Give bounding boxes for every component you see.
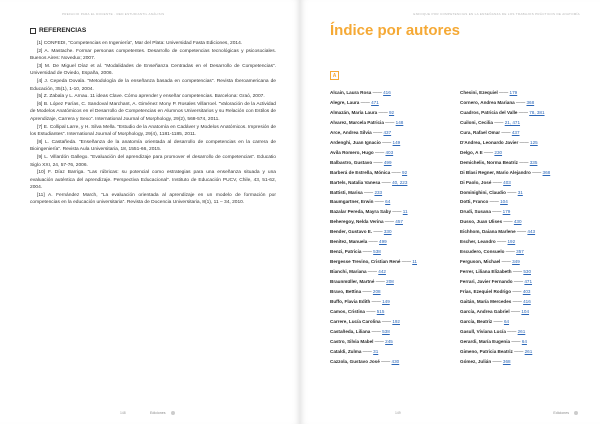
page-link[interactable]: 349: [512, 259, 520, 265]
author-name: Carrere, Lucía Carolina: [330, 318, 381, 324]
references-heading: [30, 27, 86, 34]
author-name: Cura, Rafael Omar: [460, 129, 501, 135]
page-link[interactable]: 368: [502, 358, 511, 364]
author-name: Ferrari, Javier Fernando: [460, 279, 513, 285]
entry-dash: ——: [379, 358, 392, 364]
page-link[interactable]: 437: [511, 129, 520, 135]
reference-item: [7] E. Collipal Larre, y H. Silva Mella. “Estudio de la Anatomía en Cadáver y Modelos Anatómicos. Impresión de los Estudiantes”. International Journal of Morphology, 29(4), 1181-1185, 2011.: [30, 124, 276, 138]
index-entry: [460, 197, 585, 207]
entry-dash: ——: [380, 139, 393, 145]
entry-dash: ——: [377, 109, 389, 115]
author-name: Alcain, Laura Rosa: [330, 90, 372, 95]
author-name: Ferrer, Liliana Elizabeth: [460, 269, 512, 275]
index-entry: [330, 297, 455, 307]
index-entry: [460, 98, 585, 108]
index-entry: [330, 277, 455, 287]
index-entry: [460, 118, 585, 128]
entry-dash: ——: [366, 269, 379, 275]
page-link[interactable]: 357: [516, 249, 524, 255]
index-entry: [460, 207, 585, 217]
page-link[interactable]: 64: [503, 318, 510, 324]
author-name: Ferguson, Michael: [460, 259, 501, 265]
entry-dash: ——: [371, 129, 384, 135]
index-entry: [460, 88, 585, 98]
index-entry: [460, 178, 585, 188]
author-name: D'Andrea, Leonardo Javier: [460, 139, 519, 145]
right-page: [300, 0, 600, 424]
page-link[interactable]: 471: [371, 99, 379, 105]
entry-dash: ——: [374, 279, 387, 285]
index-entry: [330, 197, 455, 207]
author-name: Gómez, Julián: [460, 358, 492, 364]
entry-dash: ——: [505, 189, 518, 195]
author-name: Buffo, Flavia Edith: [330, 299, 371, 305]
page-link[interactable]: 64: [385, 199, 391, 205]
author-name: Baumgartner, Erwin: [330, 199, 374, 205]
entry-dash: ——: [511, 269, 524, 275]
entry-dash: ——: [359, 99, 372, 105]
index-entry: [330, 357, 455, 367]
reference-item: [2] A. Mastache. Formar personas competentes. Desarrollo de competencias tecnológicas y psicosociales. Buenos Aires: Novedux; 2007.: [30, 48, 276, 62]
index-entry: [330, 88, 455, 98]
index-entry: [330, 247, 455, 257]
author-name: Balbastro, Gustavo: [330, 159, 373, 165]
index-entry: [330, 327, 455, 337]
entry-dash: ——: [383, 119, 396, 125]
index-entry: [460, 148, 585, 158]
reference-item: [10] F. Díaz Barriga. “Las rúbricas: su potencial como estrategias para una enseñanza situada y una evaluación auténtica del aprendizaje. Perspectiva Educacional”. Instituto de Educación PUCV, Chile, 43, 51-62, 2004.: [30, 170, 276, 191]
index-entry: [460, 108, 585, 118]
author-name: Barberá de Estrella, Mónica: [330, 169, 391, 175]
index-entry: [460, 297, 585, 307]
right-running-head: ENFOQUE POR COMPETENCIAS EN LA ENSEÑANZA DE LOS TRABAJOS PRÁCTICOS DE ANATOMÍA: [413, 12, 580, 16]
page-link[interactable]: 192: [507, 239, 516, 245]
entry-dash: ——: [515, 229, 528, 235]
right-footer: [553, 411, 578, 415]
entry-dash: ——: [400, 259, 413, 265]
page-link[interactable]: 437: [383, 129, 392, 135]
page-link[interactable]: 430: [513, 219, 522, 225]
entry-dash: ——: [530, 169, 543, 175]
page-link[interactable]: 179: [509, 90, 518, 95]
index-entry: [330, 188, 455, 198]
index-entry: [460, 357, 585, 367]
author-name: Demichelis, Norma Beatriz: [460, 159, 518, 165]
entry-dash: ——: [500, 129, 512, 135]
left-running-head: PREFACIO PARA EL DOCENTE · RED ESTUDIANTIL ANÁLISIS: [62, 12, 165, 16]
index-entry: [460, 217, 585, 227]
page-link[interactable]: 403: [503, 179, 511, 185]
right-page-number: 149: [395, 411, 401, 415]
page-link[interactable]: 403: [385, 149, 394, 155]
left-page-number: 148: [120, 411, 126, 415]
entry-dash: ——: [488, 199, 501, 205]
entry-dash: ——: [500, 259, 513, 265]
author-name: Battisti, Marisa: [330, 189, 363, 195]
entry-dash: ——: [390, 169, 403, 175]
author-name: García, Andrea Gabriel: [460, 308, 510, 314]
index-entry: [460, 337, 585, 347]
page-link[interactable]: 21, 471: [504, 119, 521, 125]
index-entry: [330, 138, 455, 148]
reference-item: [5] Z. Zabala y L. Arnau. 11 ideas Clave. Cómo aprender y enseñar competencias. Barcelona: Graó, 2007.: [37, 94, 265, 100]
page-link[interactable]: 499: [379, 239, 387, 245]
page-link[interactable]: 530: [523, 269, 531, 275]
author-name: Cazzola, Gustavo José: [330, 358, 380, 364]
page-link[interactable]: 179: [502, 209, 511, 215]
page-link[interactable]: 233: [374, 189, 383, 195]
reference-item: [3] M. De Miguel Díaz et al. “Modalidades de Enseñanza Centradas en el Desarrollo de Competencias”. Universidad de Oviedo, España, 2006.: [30, 63, 276, 77]
author-name: Braunmüller, Martné: [330, 279, 375, 285]
page-link[interactable]: 442: [378, 269, 386, 275]
author-name: Dotti, Franco: [460, 199, 489, 205]
entry-dash: ——: [391, 209, 403, 215]
page-link[interactable]: 457: [395, 219, 403, 225]
entry-dash: ——: [482, 149, 495, 155]
page-link[interactable]: 261: [524, 348, 533, 354]
index-entry: [460, 227, 585, 237]
reference-item: [8] L. Castañeda. “Enseñanza de la anatomía orientada al desarrollo de competencias en la carrera de Bioingeniería”. Revista Aula Universitaria, 18, 1551-66, 2015.: [30, 139, 276, 153]
index-entry: [460, 158, 585, 168]
page-link[interactable]: 515: [376, 308, 385, 314]
page-link[interactable]: 148: [395, 119, 404, 125]
reference-item: [9] L. Villardón Gallego. “Evaluación del aprendizaje para promover el desarrollo de competencias”. Educatio Siglo XXI, 24, 57-76, 2006.: [30, 154, 276, 168]
index-entry: [460, 138, 585, 148]
author-name: Bergesse Trevino, Cristian René: [330, 259, 401, 265]
author-name: Dominighini, Claudio: [460, 189, 506, 195]
index-entry: [330, 317, 455, 327]
entry-dash: ——: [361, 348, 374, 354]
page-link[interactable]: 330: [383, 229, 392, 235]
index-entry: [330, 267, 455, 277]
page-link[interactable]: 208: [372, 289, 381, 295]
entry-dash: ——: [372, 159, 384, 165]
author-name: Gerardi, María Eugenia: [460, 338, 511, 344]
entry-dash: ——: [512, 348, 525, 354]
index-entry: [330, 287, 455, 297]
page-link[interactable]: 335: [529, 159, 538, 165]
index-entry: [460, 277, 585, 287]
entry-dash: ——: [490, 209, 503, 215]
author-name: Benítez, Manuela: [330, 239, 368, 245]
page-link[interactable]: 499: [383, 159, 392, 165]
page-link[interactable]: 192: [392, 318, 400, 324]
entry-dash: ——: [373, 199, 386, 205]
entry-dash: ——: [514, 99, 527, 105]
page-link[interactable]: 416: [523, 299, 531, 305]
index-entry: [460, 347, 585, 357]
square-bullet-icon: [30, 28, 36, 34]
page-link[interactable]: 538: [382, 328, 390, 334]
page-link[interactable]: 104: [521, 308, 530, 314]
entry-dash: ——: [380, 179, 393, 185]
author-name: Castañeda, Liliana: [330, 328, 371, 334]
reference-item: [11] A. Fernández March, “La evaluación orientada al aprendizaje en un modelo de formación por competencias en la educación universitaria”. Revista de Docencia Universitaria, 8(1), 11 – 34, 2010.: [30, 192, 276, 206]
index-entry: [330, 98, 455, 108]
author-name: Eichhom, Daiana Marlene: [460, 229, 516, 235]
entry-dash: ——: [492, 119, 505, 125]
index-entry: [330, 237, 455, 247]
author-name: Chesini, Ezequiel: [460, 90, 498, 95]
index-entry: [460, 128, 585, 138]
page-link[interactable]: 245: [385, 338, 393, 344]
author-name: Benzi, Patricia: [330, 249, 362, 255]
left-footer: [150, 411, 175, 415]
author-name: Alvarez, Marcela Patricia: [330, 119, 384, 125]
page-link[interactable]: 261: [517, 328, 526, 334]
page-link[interactable]: 368: [542, 169, 551, 175]
page-link[interactable]: 368: [526, 99, 535, 105]
index-entry: [460, 168, 585, 178]
entry-dash: ——: [511, 289, 523, 295]
index-column-2: [460, 88, 585, 367]
author-name: Bazalar Pereda, Mayra Saby: [330, 209, 392, 215]
reference-item: [1] CONFEDI, “Competencias en Ingeniería”, Mar del Plata: Universidad Fasta Ediciones, 2014.: [37, 41, 243, 46]
page-title: Índice por autores: [330, 22, 461, 39]
page-link[interactable]: 31: [373, 348, 379, 354]
page-link[interactable]: 471: [524, 279, 533, 285]
entry-dash: ——: [517, 159, 530, 165]
reference-list: [30, 40, 276, 207]
author-name: Alegre, Laura: [330, 99, 360, 105]
page-link[interactable]: 92: [388, 109, 395, 115]
author-name: Bender, Gustavo E.: [330, 229, 373, 235]
index-entry: [460, 247, 585, 257]
author-name: Escudero, Consuelo: [460, 249, 505, 255]
entry-dash: ——: [512, 279, 525, 285]
index-letter-badge: A: [330, 71, 339, 80]
references-heading-text: REFERENCIAS: [39, 27, 87, 34]
entry-dash: ——: [517, 109, 530, 115]
page-link[interactable]: 208: [386, 279, 394, 285]
page-link[interactable]: 416: [383, 90, 391, 95]
entry-dash: ——: [371, 90, 384, 95]
entry-dash: ——: [362, 189, 375, 195]
entry-dash: ——: [367, 239, 380, 245]
page-link[interactable]: 230: [494, 149, 503, 155]
entry-dash: ——: [518, 139, 531, 145]
page-link[interactable]: 11: [412, 259, 417, 265]
entry-dash: ——: [509, 308, 522, 314]
entry-dash: ——: [372, 229, 384, 235]
page-link[interactable]: 11: [402, 209, 408, 215]
author-name: Beheregoy, Nelda Verina: [330, 219, 384, 225]
author-name: García, Beatriz: [460, 318, 493, 324]
author-name: Escher, Leandro: [460, 239, 496, 245]
author-name: Bravo, Bettina: [330, 289, 362, 295]
page-link[interactable]: 149: [392, 139, 401, 145]
entry-dash: ——: [370, 328, 383, 334]
page-link[interactable]: 403: [522, 289, 531, 295]
author-name: Di Paolo, José: [460, 179, 492, 185]
index-entry: [330, 178, 455, 188]
entry-dash: ——: [491, 179, 504, 185]
page-link[interactable]: 430: [391, 358, 400, 364]
author-name: Delgo, A E: [460, 149, 483, 155]
entry-dash: ——: [373, 149, 386, 155]
index-entry: [330, 118, 455, 128]
index-entry: [330, 337, 455, 347]
index-entry: [330, 128, 455, 138]
index-entry: [330, 207, 455, 217]
author-name: Dusso, Juan Ulises: [460, 219, 503, 225]
entry-dash: ——: [361, 289, 373, 295]
page-link[interactable]: 40, 223: [392, 179, 408, 185]
index-entry: [330, 148, 455, 158]
author-name: Cataldi, Zulma: [330, 348, 362, 354]
author-name: Avila Romero, Hugo: [330, 149, 374, 155]
page-link[interactable]: 149: [382, 299, 390, 305]
footer-brand: Ediciones: [553, 411, 569, 415]
entry-dash: ——: [497, 90, 510, 95]
entry-dash: ——: [370, 299, 383, 305]
index-entry: [330, 257, 455, 267]
entry-dash: ——: [504, 249, 517, 255]
reference-item: [6] B. López Farías, C. Sandoval Marchant, A. Giménez Mony P. Rosales Villarroel. “Valoración de la Actividad de Modelos Anatómicos en el Desarrollo de Competencias en Alumnos Universitarios y su Relación con Estilos de Aprendizaje, Carrera y Sexo”. International Journal of Morphology, 29(2), 568-574, 2011.: [30, 101, 276, 122]
reference-item: [4] J. Cepeda Dovala. “Metodología de la enseñanza basada en competencias”. Revista Iberoamericana de Educación, 35(1), 1-10, 2004.: [30, 78, 276, 92]
page-link[interactable]: 443: [527, 229, 536, 235]
footer-brand: Ediciones: [150, 411, 166, 415]
author-name: Gasull, Viviana Lucía: [460, 328, 506, 334]
index-entry: [330, 217, 455, 227]
author-name: Gimeno, Patricia Beatriz: [460, 348, 513, 354]
page-link[interactable]: 78, 381: [529, 109, 545, 115]
author-name: Almazán, María Laura: [330, 109, 378, 115]
index-entry: [460, 307, 585, 317]
entry-dash: ——: [511, 299, 524, 305]
index-entry: [460, 317, 585, 327]
author-name: Bianchi, Mariana: [330, 269, 367, 275]
index-entry: [460, 188, 585, 198]
entry-dash: ——: [492, 318, 504, 324]
entry-dash: ——: [502, 219, 514, 225]
index-entry: [460, 237, 585, 247]
page-link[interactable]: 125: [530, 139, 538, 145]
entry-dash: ——: [491, 358, 503, 364]
index-entry: [330, 227, 455, 237]
index-entry: [460, 327, 585, 337]
brand-logo-icon: [171, 411, 175, 415]
index-entry: [330, 158, 455, 168]
page-link[interactable]: 64: [521, 338, 527, 344]
author-name: Frías, Ezequiel Rodrigo: [460, 289, 512, 295]
author-name: Ardenghi, Juan Ignacio: [330, 139, 381, 145]
entry-dash: ——: [373, 338, 386, 344]
index-entry: [330, 168, 455, 178]
author-name: Cuiloni, Cecilia: [460, 119, 493, 125]
entry-dash: ——: [383, 219, 396, 225]
index-entry: [330, 347, 455, 357]
page-link[interactable]: 92: [402, 169, 408, 175]
author-name: Drudi, Susana: [460, 209, 491, 215]
author-name: Bartels, Natalia Vanesa: [330, 179, 381, 185]
entry-dash: ——: [510, 338, 522, 344]
page-link[interactable]: 538: [373, 249, 381, 255]
index-column-1: [330, 88, 455, 367]
entry-dash: ——: [380, 318, 393, 324]
author-name: Gaitán, María Mercedes: [460, 299, 512, 305]
index-entry: [460, 257, 585, 267]
author-name: Castro, Silvia Mabel: [330, 338, 374, 344]
entry-dash: ——: [505, 328, 518, 334]
author-name: Di Blasi Regner, Mario Alejandro: [460, 169, 531, 175]
page-link[interactable]: 104: [500, 199, 508, 205]
index-entry: [330, 307, 455, 317]
index-entry: [460, 267, 585, 277]
author-name: Cornero, Andrea Mariana: [460, 99, 515, 105]
author-name: Cuadros, Patricia del Valle: [460, 109, 518, 115]
entry-dash: ——: [361, 249, 374, 255]
entry-dash: ——: [364, 308, 377, 314]
author-name: Camos, Cristina: [330, 308, 365, 314]
brand-logo-icon: [574, 411, 578, 415]
page-link[interactable]: 31: [517, 189, 523, 195]
index-entry: [460, 287, 585, 297]
entry-dash: ——: [495, 239, 508, 245]
index-entry: [330, 108, 455, 118]
author-name: Arce, Andrea Silvia: [330, 129, 372, 135]
